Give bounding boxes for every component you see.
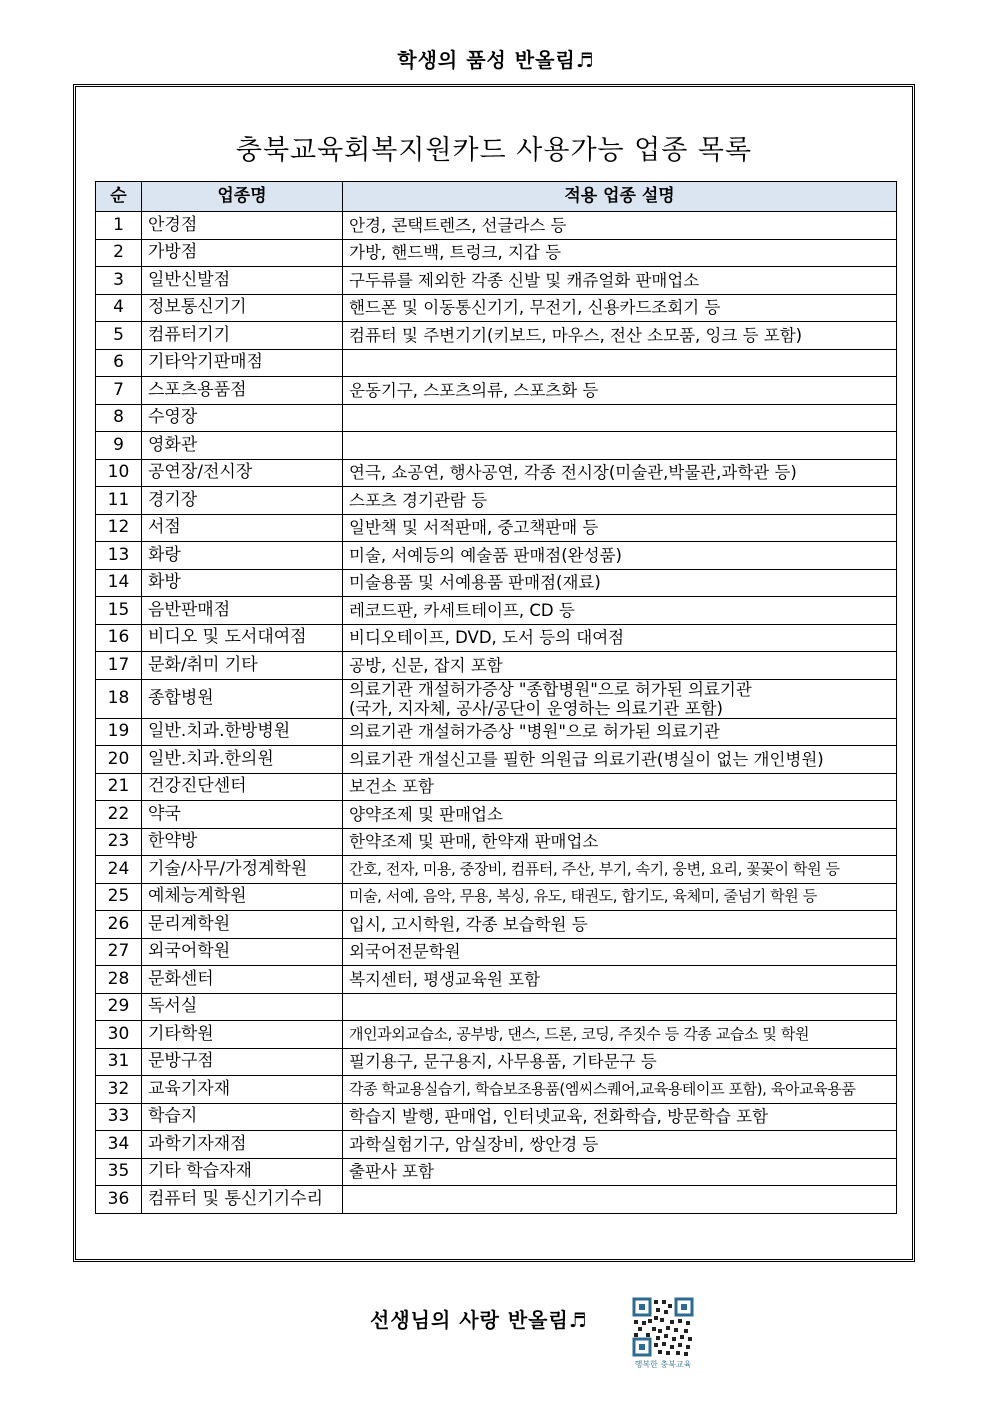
business-name: 화랑 bbox=[142, 542, 343, 570]
table-row bbox=[96, 569, 897, 597]
business-description: 개인과외교습소, 공부방, 댄스, 드론, 코딩, 주짓수 등 각종 교습소 및 학원 bbox=[343, 1021, 897, 1049]
table-row bbox=[96, 773, 897, 801]
business-name: 경기장 bbox=[142, 487, 343, 515]
row-number: 28 bbox=[96, 966, 142, 994]
table-row bbox=[96, 487, 897, 515]
business-description: 미술, 서예등의 예술품 판매점(완성품) bbox=[343, 542, 897, 570]
business-description: 일반책 및 서적판매, 중고책판매 등 bbox=[343, 514, 897, 542]
business-name: 문방구점 bbox=[142, 1048, 343, 1076]
row-number: 14 bbox=[96, 569, 142, 597]
business-name: 외국어학원 bbox=[142, 938, 343, 966]
table-row bbox=[96, 404, 897, 432]
business-description bbox=[343, 993, 897, 1021]
table-row bbox=[96, 652, 897, 680]
table-row bbox=[96, 294, 897, 322]
row-number: 5 bbox=[96, 322, 142, 350]
business-description: 양약조제 및 판매업소 bbox=[343, 801, 897, 829]
table-row bbox=[96, 377, 897, 405]
table-row bbox=[96, 212, 897, 240]
table-row bbox=[96, 597, 897, 625]
business-name: 건강진단센터 bbox=[142, 773, 343, 801]
row-number: 2 bbox=[96, 239, 142, 267]
row-number: 33 bbox=[96, 1103, 142, 1131]
table-row bbox=[96, 993, 897, 1021]
business-description: 구두류를 제외한 각종 신발 및 캐쥬얼화 판매업소 bbox=[343, 267, 897, 295]
business-description: 비디오테이프, DVD, 도서 등의 대여점 bbox=[343, 624, 897, 652]
table-row bbox=[96, 1103, 897, 1131]
business-name: 교육기자재 bbox=[142, 1076, 343, 1104]
business-name: 비디오 및 도서대여점 bbox=[142, 624, 343, 652]
table-row bbox=[96, 514, 897, 542]
row-number: 16 bbox=[96, 624, 142, 652]
qr-caption: 행복한 충북교육 bbox=[634, 1360, 692, 1369]
business-name: 정보통신기기 bbox=[142, 294, 343, 322]
table-row bbox=[96, 1186, 897, 1214]
business-description: 출판사 포함 bbox=[343, 1158, 897, 1186]
business-description: 의료기관 개설신고를 필한 의원급 의료기관(병실이 없는 개인병원) bbox=[343, 746, 897, 774]
table-row bbox=[96, 624, 897, 652]
business-name: 일반.치과.한방병원 bbox=[142, 718, 343, 746]
business-name: 일반.치과.한의원 bbox=[142, 746, 343, 774]
business-description: 안경, 콘택트렌즈, 선글라스 등 bbox=[343, 212, 897, 240]
business-name: 기타학원 bbox=[142, 1021, 343, 1049]
qr-code-block bbox=[630, 1297, 696, 1369]
row-number: 11 bbox=[96, 487, 142, 515]
business-description: 스포츠 경기관람 등 bbox=[343, 487, 897, 515]
business-name: 기술/사무/가정계학원 bbox=[142, 856, 343, 884]
row-number: 35 bbox=[96, 1158, 142, 1186]
row-number: 7 bbox=[96, 377, 142, 405]
business-description: 입시, 고시학원, 각종 보습학원 등 bbox=[343, 911, 897, 939]
row-number: 26 bbox=[96, 911, 142, 939]
row-number: 13 bbox=[96, 542, 142, 570]
table-body bbox=[96, 212, 897, 1214]
row-number: 4 bbox=[96, 294, 142, 322]
row-number: 29 bbox=[96, 993, 142, 1021]
row-number: 17 bbox=[96, 652, 142, 680]
table-row bbox=[96, 459, 897, 487]
row-number: 6 bbox=[96, 349, 142, 377]
column-header-number: 순 bbox=[96, 182, 142, 212]
business-description: 학습지 발행, 판매업, 인터넷교육, 전화학습, 방문학습 포함 bbox=[343, 1103, 897, 1131]
table-row bbox=[96, 911, 897, 939]
business-name: 약국 bbox=[142, 801, 343, 829]
business-name: 음반판매점 bbox=[142, 597, 343, 625]
column-header-description: 적용 업종 설명 bbox=[343, 182, 897, 212]
business-name: 종합병원 bbox=[142, 679, 343, 718]
description-line: (국가, 지자체, 공사/공단이 운영하는 의료기관 포함) bbox=[349, 698, 723, 718]
business-name: 안경점 bbox=[142, 212, 343, 240]
table-header-row bbox=[96, 182, 897, 212]
business-description: 운동기구, 스포츠의류, 스포츠화 등 bbox=[343, 377, 897, 405]
row-number: 21 bbox=[96, 773, 142, 801]
document-title: 충북교육회복지원카드 사용가능 업종 목록 bbox=[235, 135, 753, 166]
row-number: 3 bbox=[96, 267, 142, 295]
business-description: 의료기관 개설허가증상 "병원"으로 허가된 의료기관 bbox=[343, 718, 897, 746]
business-description: 외국어전문학원 bbox=[343, 938, 897, 966]
business-description: 한약조제 및 판매, 한약재 판매업소 bbox=[343, 828, 897, 856]
table-row bbox=[96, 938, 897, 966]
business-description: 과학실험기구, 암실장비, 쌍안경 등 bbox=[343, 1131, 897, 1159]
table-row bbox=[96, 1131, 897, 1159]
business-name: 한약방 bbox=[142, 828, 343, 856]
business-name: 영화관 bbox=[142, 432, 343, 460]
business-description: 미술, 서예, 음악, 무용, 복싱, 유도, 태권도, 합기도, 육체미, 줄넘기 학원 등 bbox=[343, 883, 897, 911]
business-description bbox=[343, 1186, 897, 1214]
table-row bbox=[96, 432, 897, 460]
business-name: 공연장/전시장 bbox=[142, 459, 343, 487]
table-row bbox=[96, 718, 897, 746]
row-number: 25 bbox=[96, 883, 142, 911]
business-name: 문리계학원 bbox=[142, 911, 343, 939]
business-name: 기타악기판매점 bbox=[142, 349, 343, 377]
header-motto: 학생의 품성 반올림♬ bbox=[397, 48, 595, 72]
row-number: 24 bbox=[96, 856, 142, 884]
business-description: 보건소 포함 bbox=[343, 773, 897, 801]
row-number: 19 bbox=[96, 718, 142, 746]
table-row bbox=[96, 239, 897, 267]
description-line: 의료기관 개설허가증상 "종합병원"으로 허가된 의료기관 bbox=[349, 679, 752, 699]
business-name: 문화/취미 기타 bbox=[142, 652, 343, 680]
row-number: 34 bbox=[96, 1131, 142, 1159]
business-description bbox=[343, 404, 897, 432]
business-name: 예체능계학원 bbox=[142, 883, 343, 911]
qr-code-icon bbox=[630, 1297, 696, 1359]
table-row bbox=[96, 746, 897, 774]
business-type-table bbox=[95, 181, 897, 1214]
business-description: 연극, 쇼공연, 행사공연, 각종 전시장(미술관,박물관,과학관 등) bbox=[343, 459, 897, 487]
business-description: 컴퓨터 및 주변기기(키보드, 마우스, 전산 소모품, 잉크 등 포함) bbox=[343, 322, 897, 350]
row-number: 20 bbox=[96, 746, 142, 774]
business-name: 문화센터 bbox=[142, 966, 343, 994]
footer-motto: 선생님의 사랑 반올림♬ bbox=[370, 1308, 588, 1332]
business-name: 기타 학습자재 bbox=[142, 1158, 343, 1186]
business-description: 가방, 핸드백, 트렁크, 지갑 등 bbox=[343, 239, 897, 267]
table-row bbox=[96, 801, 897, 829]
table-row bbox=[96, 542, 897, 570]
business-name: 서점 bbox=[142, 514, 343, 542]
business-name: 화방 bbox=[142, 569, 343, 597]
business-description: 간호, 전자, 미용, 중장비, 컴퓨터, 주산, 부기, 속기, 웅변, 요리, 꽃꽂이 학원 등 bbox=[343, 856, 897, 884]
row-number: 9 bbox=[96, 432, 142, 460]
table-row bbox=[96, 856, 897, 884]
row-number: 31 bbox=[96, 1048, 142, 1076]
business-name: 학습지 bbox=[142, 1103, 343, 1131]
row-number: 1 bbox=[96, 212, 142, 240]
business-name: 과학기자재점 bbox=[142, 1131, 343, 1159]
business-description bbox=[343, 432, 897, 460]
business-description: 필기용구, 문구용지, 사무용품, 기타문구 등 bbox=[343, 1048, 897, 1076]
business-description: 레코드판, 카세트테이프, CD 등 bbox=[343, 597, 897, 625]
table-row bbox=[96, 1048, 897, 1076]
row-number: 8 bbox=[96, 404, 142, 432]
row-number: 36 bbox=[96, 1186, 142, 1214]
business-description: 미술용품 및 서예용품 판매점(재료) bbox=[343, 569, 897, 597]
business-name: 컴퓨터 및 통신기기수리 bbox=[142, 1186, 343, 1214]
row-number: 23 bbox=[96, 828, 142, 856]
row-number: 15 bbox=[96, 597, 142, 625]
business-name: 수영장 bbox=[142, 404, 343, 432]
table-row bbox=[96, 1158, 897, 1186]
business-description bbox=[343, 679, 897, 718]
business-name: 일반신발점 bbox=[142, 267, 343, 295]
business-description: 복지센터, 평생교육원 포함 bbox=[343, 966, 897, 994]
row-number: 10 bbox=[96, 459, 142, 487]
table-row bbox=[96, 966, 897, 994]
table-row bbox=[96, 679, 897, 718]
table-row bbox=[96, 828, 897, 856]
row-number: 18 bbox=[96, 679, 142, 718]
business-description: 각종 학교용실습기, 학습보조용품(엠씨스퀘어,교육용테이프 포함), 육아교육용품 bbox=[343, 1076, 897, 1104]
table-row bbox=[96, 349, 897, 377]
row-number: 22 bbox=[96, 801, 142, 829]
business-name: 독서실 bbox=[142, 993, 343, 1021]
row-number: 32 bbox=[96, 1076, 142, 1104]
business-description bbox=[343, 349, 897, 377]
row-number: 12 bbox=[96, 514, 142, 542]
business-name: 가방점 bbox=[142, 239, 343, 267]
table-row bbox=[96, 1021, 897, 1049]
business-name: 컴퓨터기기 bbox=[142, 322, 343, 350]
column-header-business-name: 업종명 bbox=[142, 182, 343, 212]
business-description: 공방, 신문, 잡지 포함 bbox=[343, 652, 897, 680]
table-row bbox=[96, 322, 897, 350]
business-name: 스포츠용품점 bbox=[142, 377, 343, 405]
table-row bbox=[96, 267, 897, 295]
row-number: 30 bbox=[96, 1021, 142, 1049]
row-number: 27 bbox=[96, 938, 142, 966]
business-description: 핸드폰 및 이동통신기기, 무전기, 신용카드조회기 등 bbox=[343, 294, 897, 322]
table-row bbox=[96, 1076, 897, 1104]
table-row bbox=[96, 883, 897, 911]
